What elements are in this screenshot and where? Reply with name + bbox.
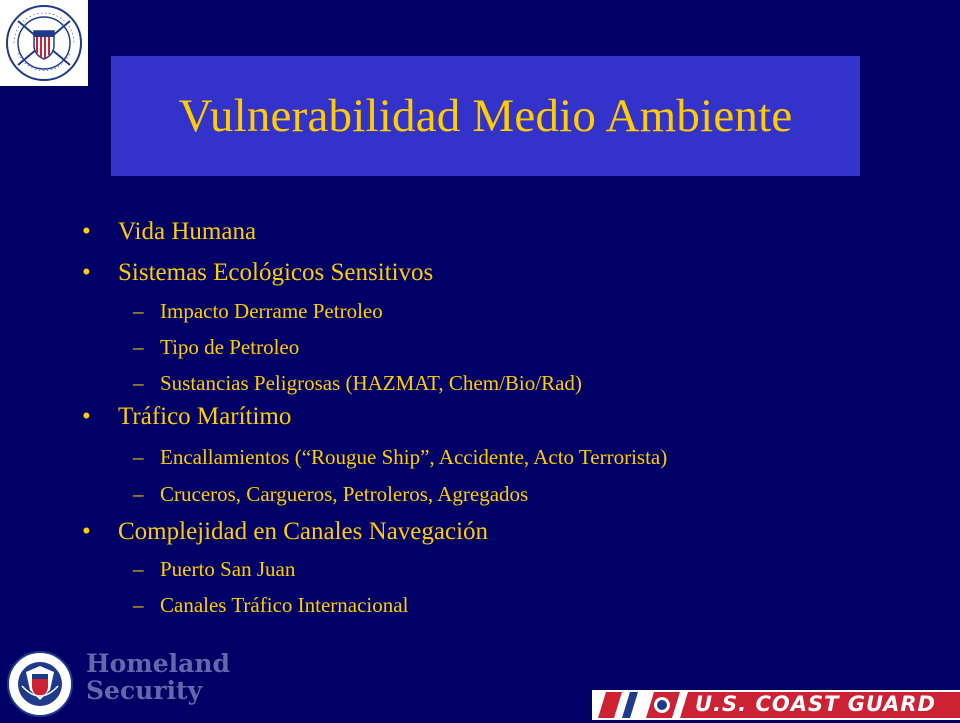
slide-title: Vulnerabilidad Medio Ambiente — [178, 90, 793, 142]
bullet-item: Vida Humana — [118, 218, 257, 245]
sub-bullet-item: Sustancias Peligrosas (HAZMAT, Chem/Bio/Rad) — [160, 371, 582, 395]
coast-guard-wordmark: U.S. COAST GUARD — [695, 692, 936, 716]
coast-guard-seal-icon — [4, 3, 84, 83]
sub-bullet-item: Tipo de Petroleo — [160, 335, 300, 359]
bullet-item: Complejidad en Canales Navegación — [118, 518, 489, 545]
sub-bullet-marker: – — [133, 335, 144, 359]
bullet-item: Sistemas Ecológicos Sensitivos — [118, 259, 434, 286]
dhs-wordmark-line2: Security — [86, 676, 203, 705]
sub-bullet-marker: – — [133, 557, 144, 581]
sub-bullet-item: Puerto San Juan — [160, 557, 296, 581]
sub-bullet-marker: – — [133, 445, 144, 469]
sub-bullet-item: Encallamientos (“Rougue Ship”, Accidente, Acto Terrorista) — [160, 445, 668, 469]
coast-guard-seal-logo — [0, 0, 88, 86]
bullet-marker: • — [82, 259, 91, 286]
sub-bullet-marker: – — [133, 482, 144, 506]
bullet-item: Tráfico Marítimo — [118, 403, 292, 430]
sub-bullet-marker: – — [133, 299, 144, 323]
bullet-marker: • — [82, 218, 91, 245]
dhs-seal-icon — [2, 650, 78, 718]
sub-bullet-marker: – — [133, 371, 144, 395]
sub-bullet-item: Cruceros, Cargueros, Petroleros, Agregados — [160, 482, 529, 506]
bullet-marker: • — [82, 403, 91, 430]
dhs-wordmark — [86, 650, 230, 704]
title-bar — [111, 56, 860, 176]
sub-bullet-item: Impacto Derrame Petroleo — [160, 299, 383, 323]
sub-bullet-marker: – — [133, 593, 144, 617]
sub-bullet-item: Canales Tráfico Internacional — [160, 593, 409, 617]
bullet-marker: • — [82, 518, 91, 545]
dhs-wordmark-line1: Homeland — [86, 649, 231, 678]
